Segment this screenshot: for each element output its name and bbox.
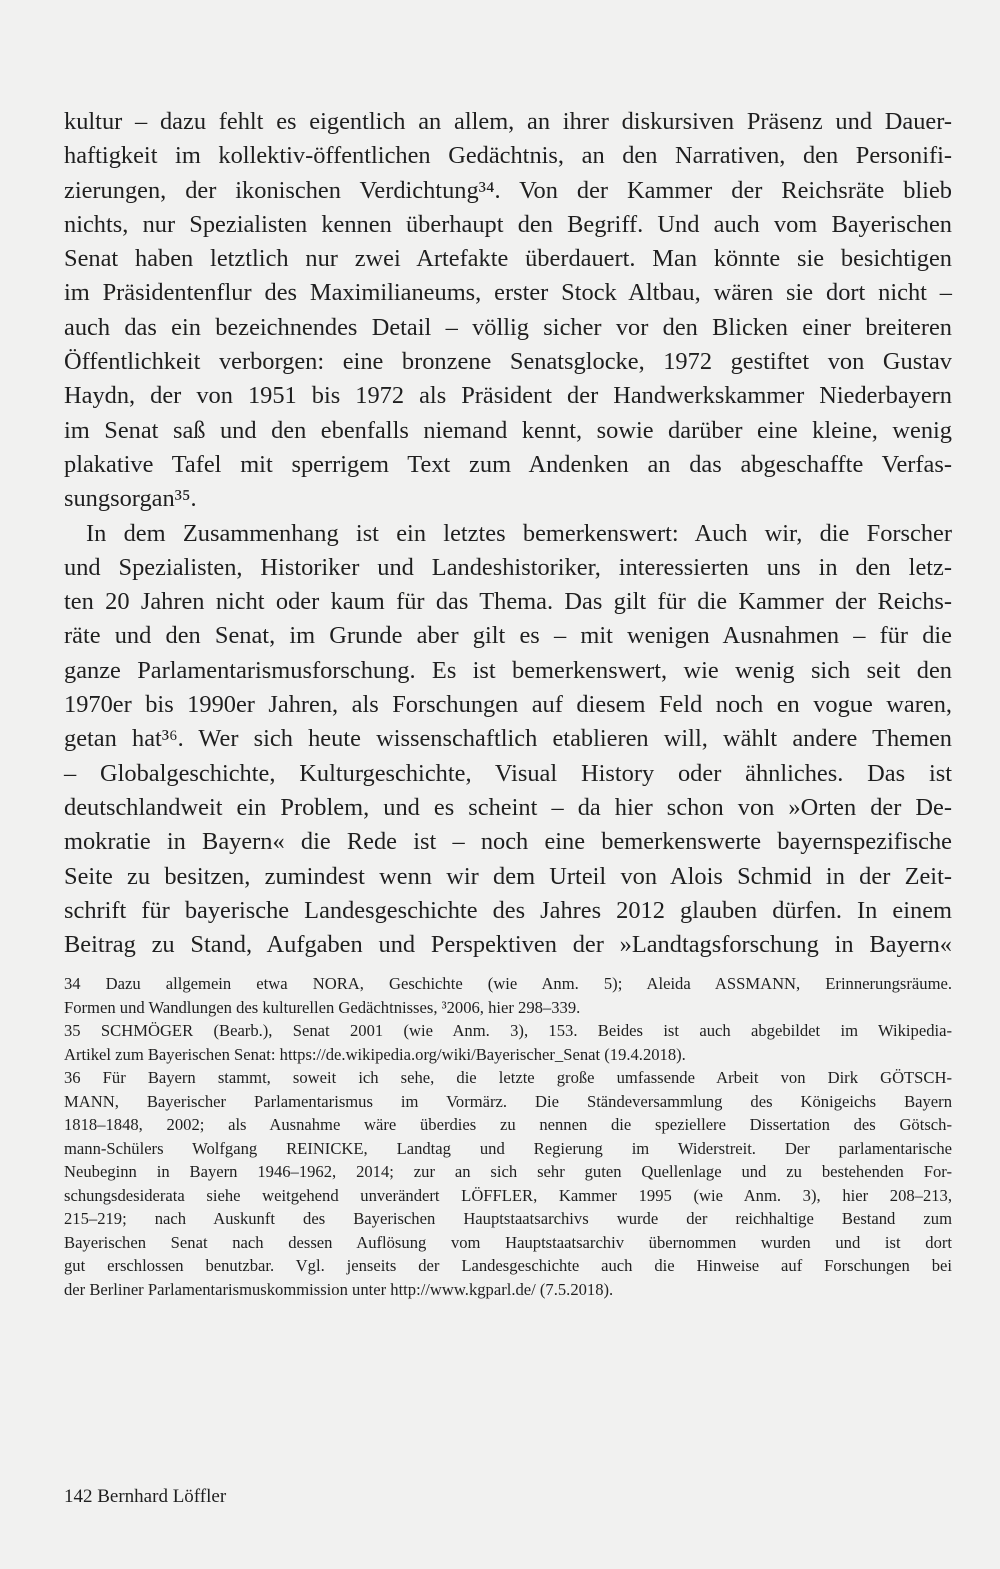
body-line: und Spezialisten, Historiker und Landeshistoriker, interessierten uns in den letz- [64, 553, 952, 581]
body-line: Öffentlichkeit verborgen: eine bronzene Senatsglocke, 1972 gestiftet von Gustav [64, 348, 952, 376]
footnotes [64, 972, 952, 1301]
footnote-line: 36 Für Bayern stammt, soweit ich sehe, die letzte große umfassende Arbeit von Dirk GÖTSCH- [64, 1068, 952, 1087]
body-line: 1970er bis 1990er Jahren, als Forschungen auf diesem Feld noch en vogue waren, [64, 691, 952, 719]
body-line: Beitrag zu Stand, Aufgaben und Perspektiven der »Landtagsforschung in Bayern« [64, 931, 952, 959]
body-line: – Globalgeschichte, Kulturgeschichte, Visual History oder ähnliches. Das ist [64, 759, 952, 787]
body-line: schrift für bayerische Landesgeschichte des Jahres 2012 glauben dürfen. In einem [64, 896, 952, 924]
body-line: im Senat saß und den ebenfalls niemand kennt, sowie darüber eine kleine, wenig [64, 416, 952, 444]
footnote-line: mann-Schülers Wolfgang REINICKE, Landtag und Regierung im Widerstreit. Der parlamentarische [64, 1138, 952, 1158]
body-line: im Präsidentenflur des Maximilianeums, erster Stock Altbau, wären sie dort nicht – [64, 279, 952, 307]
body-line: deutschlandweit ein Problem, und es scheint – da hier schon von »Orten der De- [64, 793, 952, 821]
body-line: nichts, nur Spezialisten kennen überhaupt den Begriff. Und auch vom Bayerischen [64, 210, 952, 238]
body-line: ganze Parlamentarismusforschung. Es ist bemerkenswert, wie wenig sich seit den [64, 656, 952, 684]
body-line: Haydn, der von 1951 bis 1972 als Präsident der Handwerkskammer Niederbayern [64, 382, 952, 410]
body-line: kultur – dazu fehlt es eigentlich an allem, an ihrer diskursiven Präsenz und Dauer- [64, 108, 952, 135]
footnote-line: Artikel zum Bayerischen Senat: https://de.wikipedia.org/wiki/Bayerischer_Senat (19.4.2018). [64, 1044, 686, 1064]
body-line: mokratie in Bayern« die Rede ist – noch eine bemerkenswerte bayernspezifische [64, 828, 952, 856]
body-line: auch das ein bezeichnendes Detail – völlig sicher vor den Blicken einer breiteren [64, 313, 952, 341]
footnote-line: gut erschlossen benutzbar. Vgl. jenseits der Landesgeschichte auch die Hinweise auf Forschungen bei [64, 1256, 952, 1275]
footnote-line: 35 SCHMÖGER (Bearb.), Senat 2001 (wie Anm. 3), 153. Beides ist auch abgebildet im Wikipedia- [64, 1021, 952, 1040]
footnote-line: 215–219; nach Auskunft des Bayerischen Hauptstaatsarchivs wurde der reichhaltige Bestand zum [64, 1209, 952, 1228]
body-line: räte und den Senat, im Grunde aber gilt es – mit wenigen Ausnahmen – für die [64, 622, 952, 650]
body-line: Senat haben letztlich nur zwei Artefakte überdauert. Man könnte sie besichtigen [64, 245, 952, 273]
body-line: sungsorgan³⁵. [64, 485, 197, 513]
footnote-line: MANN, Bayerischer Parlamentarismus im Vormärz. Die Ständeversammlung des Königeichs Bayern [64, 1091, 952, 1111]
body-line: haftigkeit im kollektiv-öffentlichen Gedächtnis, an den Narrativen, den Personifi- [64, 142, 952, 170]
body-line: Seite zu besitzen, zumindest wenn wir dem Urteil von Alois Schmid in der Zeit- [64, 862, 952, 890]
body-line: zierungen, der ikonischen Verdichtung³⁴. Von der Kammer der Reichsräte blieb [64, 176, 952, 204]
footnote-line: Bayerischen Senat nach dessen Auflösung vom Hauptstaatsarchiv übernommen wurden und ist dort [64, 1232, 952, 1252]
body-line: In dem Zusammenhang ist ein letztes bemerkenswert: Auch wir, die Forscher [86, 519, 952, 547]
footnote-line: der Berliner Parlamentarismuskommission unter http://www.kgparl.de/ (7.5.2018). [64, 1279, 614, 1299]
body-line: plakative Tafel mit sperrigem Text zum Andenken an das abgeschaffte Verfas- [64, 450, 952, 478]
body-text [64, 105, 952, 962]
footnote-line: schungsdesiderata siehe weitgehend unverändert LÖFFLER, Kammer 1995 (wie Anm. 3), hier 208–213, [64, 1185, 952, 1205]
page-folio: 142 Bernhard Löffler [64, 1486, 227, 1507]
footnote-line: 34 Dazu allgemein etwa NORA, Geschichte (wie Anm. 5); Aleida ASSMANN, Erinnerungsräume. [64, 974, 952, 993]
footnote-line: 1818–1848, 2002; als Ausnahme wäre überdies zu nennen die speziellere Dissertation des Götsch- [64, 1115, 952, 1134]
body-line: ten 20 Jahren nicht oder kaum für das Thema. Das gilt für die Kammer der Reichs- [64, 588, 952, 616]
footnote-line: Formen und Wandlungen des kulturellen Gedächtnisses, ³2006, hier 298–339. [64, 997, 581, 1017]
footnote-line: Neubeginn in Bayern 1946–1962, 2014; zur an sich sehr guten Quellenlage und zu bestehenden For- [64, 1162, 952, 1181]
body-line: getan hat³⁶. Wer sich heute wissenschaftlich etablieren will, wählt andere Themen [64, 725, 952, 753]
